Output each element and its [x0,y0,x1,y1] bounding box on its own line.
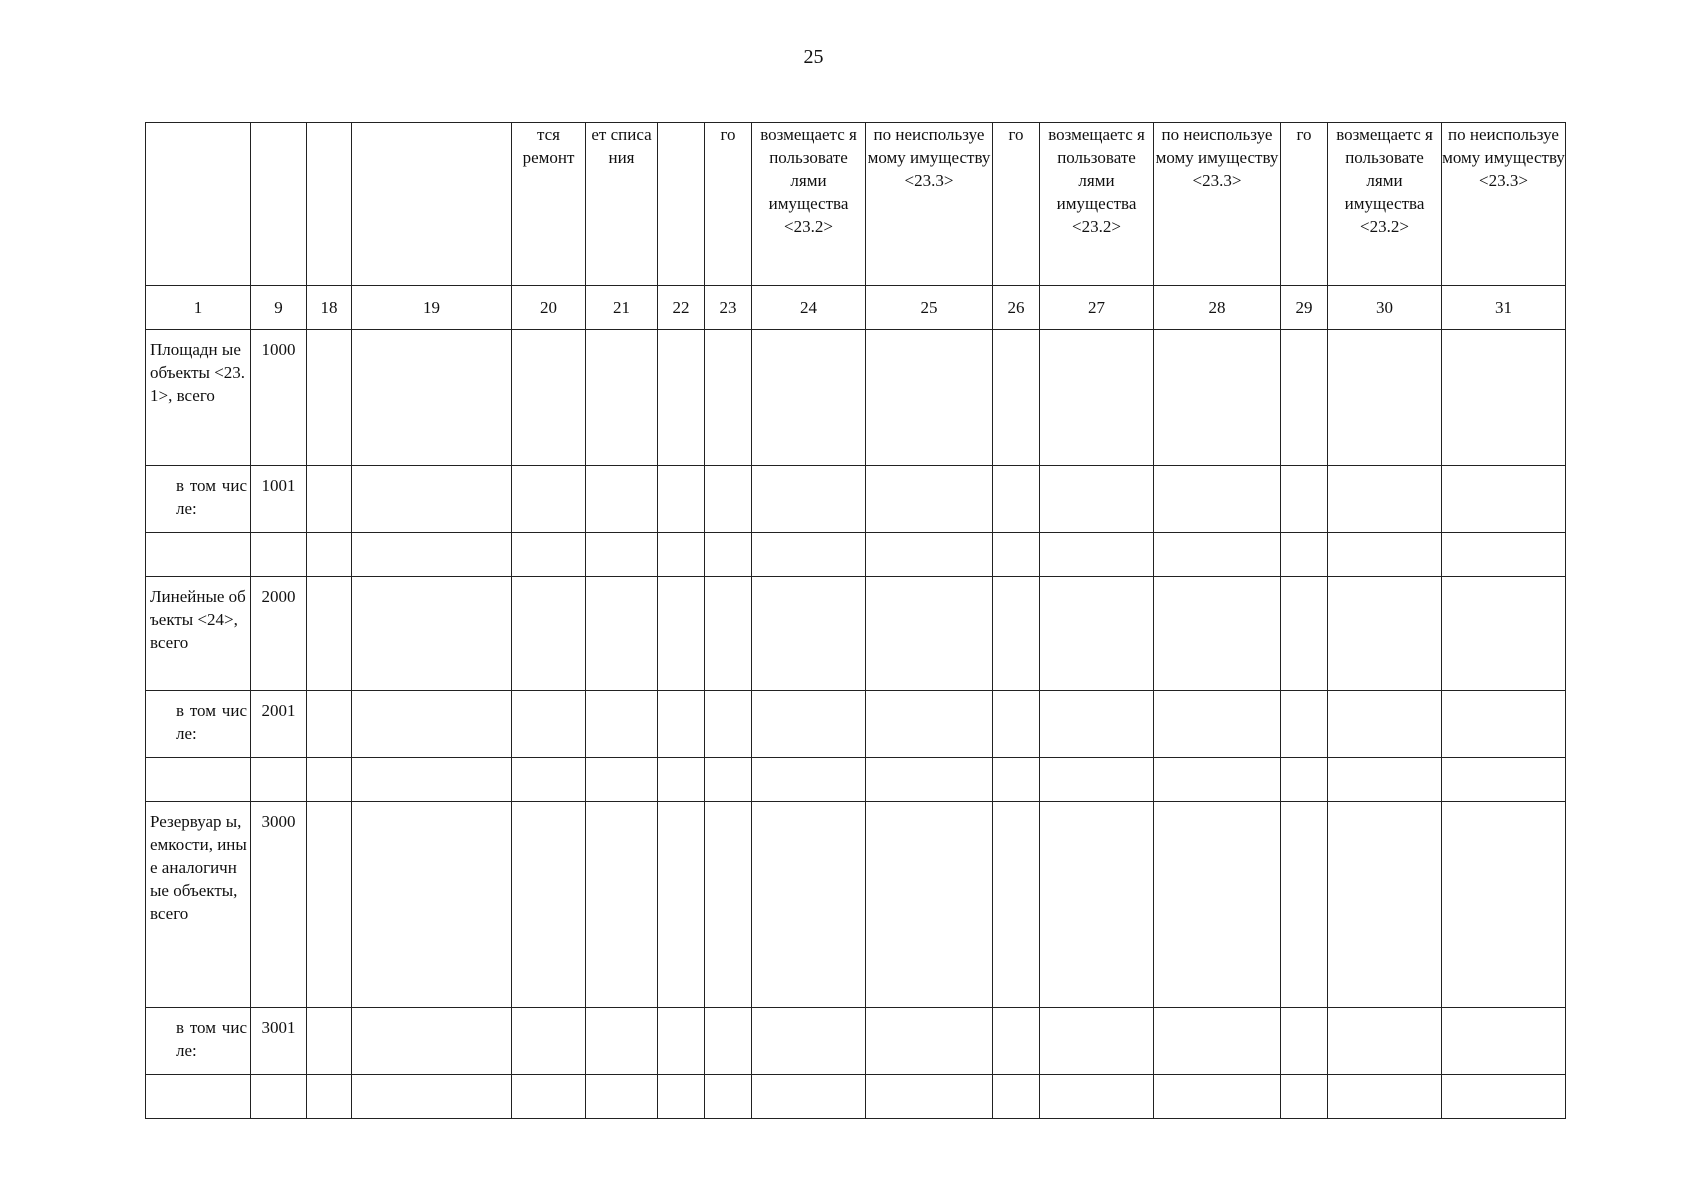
header-cell: по неиспользуе мому имуществу <23.3> [1154,123,1281,286]
data-cell[interactable] [752,758,866,802]
table-row [146,758,1566,802]
data-cell[interactable] [705,466,752,533]
data-cell[interactable] [993,1008,1040,1075]
page-number [0,46,1697,69]
data-cell[interactable] [1442,466,1566,533]
header-cell: го [1281,123,1328,286]
header-cell [352,123,512,286]
data-cell[interactable] [1040,1008,1154,1075]
data-cell[interactable] [307,1008,352,1075]
header-cell: го [705,123,752,286]
data-cell[interactable] [1328,802,1442,1008]
column-number-cell: 24 [752,286,866,330]
header-cell [251,123,307,286]
data-cell[interactable] [705,1075,752,1119]
row-code-cell: 3000 [251,802,307,1008]
header-cell: по неиспользуе мому имуществу <23.3> [1442,123,1566,286]
data-cell[interactable] [705,691,752,758]
data-cell[interactable] [1154,691,1281,758]
data-cell[interactable] [512,577,586,691]
row-code-cell[interactable] [251,1075,307,1119]
data-cell[interactable] [866,691,993,758]
data-cell[interactable] [307,758,352,802]
column-number-cell: 31 [1442,286,1566,330]
data-cell[interactable] [866,802,993,1008]
data-cell[interactable] [352,802,512,1008]
data-cell[interactable] [307,577,352,691]
header-cell: возмещаетс я пользовате лями имущества <23.2> [1328,123,1442,286]
header-cell: тся ремонт [512,123,586,286]
row-name-cell: Линейные объекты <24>, всего [146,577,251,691]
header-cell [307,123,352,286]
data-cell[interactable] [1040,691,1154,758]
data-cell[interactable] [1040,533,1154,577]
data-cell[interactable] [586,466,658,533]
data-cell[interactable] [993,577,1040,691]
data-cell[interactable] [586,577,658,691]
row-name-cell: Резервуар ы, емкости, иные аналогичн ые объекты, всего [146,802,251,1008]
row-code-cell[interactable] [251,758,307,802]
column-number-cell: 23 [705,286,752,330]
data-cell[interactable] [658,330,705,466]
data-cell[interactable] [993,758,1040,802]
column-number-cell: 29 [1281,286,1328,330]
column-number-cell: 27 [1040,286,1154,330]
data-cell[interactable] [658,577,705,691]
data-cell[interactable] [993,1075,1040,1119]
data-cell[interactable] [752,577,866,691]
data-cell[interactable] [1040,330,1154,466]
row-code-cell: 2000 [251,577,307,691]
data-cell[interactable] [1040,758,1154,802]
data-cell[interactable] [1040,577,1154,691]
data-cell[interactable] [586,1075,658,1119]
data-cell[interactable] [352,691,512,758]
data-cell[interactable] [1040,802,1154,1008]
data-cell[interactable] [1154,533,1281,577]
data-cell[interactable] [1328,466,1442,533]
table-row [146,466,1566,533]
data-cell[interactable] [1281,691,1328,758]
row-name-cell[interactable] [146,1075,251,1119]
column-number-cell: 21 [586,286,658,330]
row-name-cell: в том числе: [146,466,251,533]
column-number-cell: 9 [251,286,307,330]
data-cell[interactable] [586,758,658,802]
data-cell[interactable] [658,466,705,533]
data-cell[interactable] [1281,577,1328,691]
data-cell[interactable] [1442,577,1566,691]
row-name-cell[interactable] [146,533,251,577]
data-cell[interactable] [352,1008,512,1075]
data-cell[interactable] [705,802,752,1008]
data-cell[interactable] [307,533,352,577]
data-cell[interactable] [1442,1008,1566,1075]
data-cell[interactable] [352,577,512,691]
data-cell[interactable] [586,1008,658,1075]
column-number-cell: 20 [512,286,586,330]
data-cell[interactable] [1154,802,1281,1008]
data-cell[interactable] [866,758,993,802]
data-cell[interactable] [752,1075,866,1119]
data-cell[interactable] [352,466,512,533]
column-number-cell: 28 [1154,286,1281,330]
row-code-cell: 2001 [251,691,307,758]
column-number-cell: 18 [307,286,352,330]
data-cell[interactable] [705,533,752,577]
data-cell[interactable] [307,466,352,533]
data-cell[interactable] [586,802,658,1008]
column-number-cell: 1 [146,286,251,330]
data-cell[interactable] [1328,758,1442,802]
data-cell[interactable] [705,1008,752,1075]
data-cell[interactable] [1154,577,1281,691]
header-cell: по неиспользуе мому имуществу <23.3> [866,123,993,286]
data-cell[interactable] [1328,330,1442,466]
data-cell[interactable] [1442,1075,1566,1119]
row-code-cell: 1001 [251,466,307,533]
data-cell[interactable] [658,758,705,802]
data-cell[interactable] [1154,758,1281,802]
data-cell[interactable] [1442,802,1566,1008]
column-number-cell: 19 [352,286,512,330]
data-cell[interactable] [512,691,586,758]
data-cell[interactable] [1281,330,1328,466]
data-cell[interactable] [658,802,705,1008]
data-cell[interactable] [705,577,752,691]
table-row [146,691,1566,758]
data-cell[interactable] [352,758,512,802]
column-number-cell: 22 [658,286,705,330]
table-row [146,577,1566,691]
data-cell[interactable] [1442,691,1566,758]
data-cell[interactable] [866,533,993,577]
data-cell[interactable] [307,1075,352,1119]
data-cell[interactable] [752,533,866,577]
column-number-cell: 30 [1328,286,1442,330]
data-cell[interactable] [307,330,352,466]
data-cell[interactable] [1328,691,1442,758]
data-cell[interactable] [1154,330,1281,466]
data-cell[interactable] [705,330,752,466]
data-cell[interactable] [705,758,752,802]
data-cell[interactable] [752,1008,866,1075]
data-cell[interactable] [512,466,586,533]
data-cell[interactable] [752,802,866,1008]
data-cell[interactable] [1328,1075,1442,1119]
data-cell[interactable] [1328,1008,1442,1075]
data-cell[interactable] [752,330,866,466]
data-cell[interactable] [1154,1008,1281,1075]
data-cell[interactable] [993,691,1040,758]
data-cell[interactable] [1281,533,1328,577]
data-cell[interactable] [1442,758,1566,802]
data-cell[interactable] [658,1075,705,1119]
data-cell[interactable] [752,466,866,533]
data-cell[interactable] [993,802,1040,1008]
data-cell[interactable] [866,1008,993,1075]
data-cell[interactable] [512,1008,586,1075]
data-cell[interactable] [1281,1008,1328,1075]
row-name-cell: в том числе: [146,691,251,758]
row-code-cell: 1000 [251,330,307,466]
data-cell[interactable] [512,330,586,466]
data-cell[interactable] [866,466,993,533]
data-cell[interactable] [1154,1075,1281,1119]
header-cell: возмещаетс я пользовате лями имущества <23.2> [752,123,866,286]
data-cell[interactable] [658,1008,705,1075]
data-cell[interactable] [1442,533,1566,577]
data-cell[interactable] [1281,1075,1328,1119]
column-number-cell: 26 [993,286,1040,330]
row-code-cell: 3001 [251,1008,307,1075]
row-name-cell: Площадн ые объекты <23.1>, всего [146,330,251,466]
data-cell[interactable] [512,1075,586,1119]
table-row [146,330,1566,466]
data-cell[interactable] [1328,533,1442,577]
data-cell[interactable] [586,533,658,577]
data-cell[interactable] [352,1075,512,1119]
data-cell[interactable] [1040,466,1154,533]
data-cell[interactable] [586,330,658,466]
header-cell: го [993,123,1040,286]
data-cell[interactable] [993,466,1040,533]
data-cell[interactable] [993,330,1040,466]
row-code-cell[interactable] [251,533,307,577]
data-cell[interactable] [586,691,658,758]
data-cell[interactable] [658,691,705,758]
row-name-cell: в том числе: [146,1008,251,1075]
column-number-cell: 25 [866,286,993,330]
data-cell[interactable] [866,1075,993,1119]
data-cell[interactable] [352,330,512,466]
data-cell[interactable] [1281,466,1328,533]
header-cell [146,123,251,286]
data-cell[interactable] [1328,577,1442,691]
data-cell[interactable] [1281,802,1328,1008]
table-row [146,802,1566,1008]
data-cell[interactable] [352,533,512,577]
data-cell[interactable] [512,802,586,1008]
data-cell[interactable] [1442,330,1566,466]
row-name-cell[interactable] [146,758,251,802]
header-cell [658,123,705,286]
data-cell[interactable] [307,802,352,1008]
header-cell: возмещаетс я пользовате лями имущества <23.2> [1040,123,1154,286]
data-cell[interactable] [512,758,586,802]
data-cell[interactable] [1281,758,1328,802]
table-header-row [146,123,1566,286]
header-cell: ет списа ния [586,123,658,286]
data-cell[interactable] [866,577,993,691]
data-cell[interactable] [307,691,352,758]
table-row [146,1075,1566,1119]
data-cell[interactable] [1040,1075,1154,1119]
data-cell[interactable] [866,330,993,466]
data-cell[interactable] [658,533,705,577]
column-number-row [146,286,1566,330]
data-cell[interactable] [1154,466,1281,533]
table-row [146,1008,1566,1075]
report-table [145,122,1566,1119]
data-cell[interactable] [512,533,586,577]
data-cell[interactable] [993,533,1040,577]
table-row [146,533,1566,577]
page-number-text: 25 [803,46,824,68]
data-cell[interactable] [752,691,866,758]
